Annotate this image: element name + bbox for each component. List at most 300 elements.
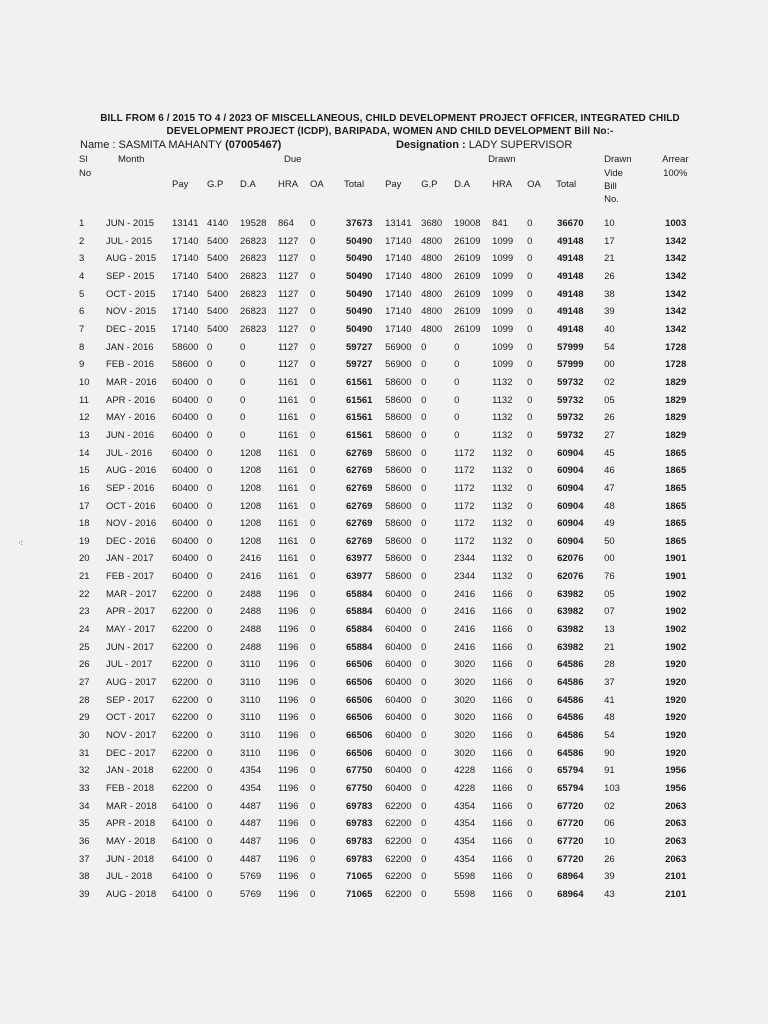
cell-due-pay: 64100: [172, 818, 199, 830]
cell-drawn-da: 0: [454, 341, 460, 353]
cell-sl: 5: [79, 288, 85, 300]
cell-bill-no: 39: [604, 871, 615, 883]
cell-due-total: 62769: [346, 482, 373, 494]
cell-arrear: 1901: [665, 553, 687, 565]
cell-due-gp: 0: [207, 341, 213, 353]
cell-due-total: 66506: [346, 730, 373, 742]
cell-drawn-pay: 60400: [385, 624, 412, 636]
table-row: [70, 798, 710, 816]
cell-bill-no: 00: [604, 553, 615, 565]
cell-bill-no: 90: [604, 747, 615, 759]
cell-arrear: 1956: [665, 765, 687, 777]
designation-label: Designation :: [396, 139, 466, 151]
cell-drawn-gp: 0: [421, 730, 427, 742]
cell-drawn-total: 62076: [557, 553, 584, 565]
cell-drawn-oa: 0: [527, 606, 533, 618]
cell-drawn-hra: 1166: [492, 888, 513, 900]
cell-drawn-pay: 58600: [385, 518, 412, 530]
cell-due-gp: 5400: [207, 306, 229, 318]
cell-drawn-da: 1172: [454, 482, 475, 494]
cell-sl: 11: [79, 394, 89, 406]
cell-drawn-da: 26109: [454, 288, 481, 300]
cell-drawn-gp: 0: [421, 535, 427, 547]
cell-bill-no: 49: [604, 518, 615, 530]
cell-due-da: 2488: [240, 624, 262, 636]
drawn-pay-header: Pay: [385, 179, 402, 190]
table-row: [70, 851, 710, 869]
cell-arrear: 1920: [665, 694, 687, 706]
cell-drawn-da: 0: [454, 394, 460, 406]
cell-drawn-gp: 0: [421, 359, 427, 371]
cell-drawn-da: 0: [454, 412, 460, 424]
cell-due-oa: 0: [310, 235, 316, 247]
cell-drawn-da: 0: [454, 376, 460, 388]
cell-drawn-pay: 62200: [385, 800, 412, 812]
cell-drawn-gp: 0: [421, 376, 427, 388]
cell-drawn-oa: 0: [527, 871, 533, 883]
cell-drawn-hra: 1166: [492, 641, 513, 653]
cell-drawn-hra: 1099: [492, 359, 514, 371]
cell-drawn-total: 67720: [557, 835, 584, 847]
cell-drawn-pay: 17140: [385, 253, 412, 265]
designation-value: LADY SUPERVISOR: [468, 139, 573, 151]
cell-due-total: 61561: [346, 394, 373, 406]
cell-due-da: 2488: [240, 588, 262, 600]
cell-due-pay: 60400: [172, 535, 199, 547]
cell-arrear: 1920: [665, 730, 687, 742]
cell-drawn-gp: 0: [421, 747, 427, 759]
cell-due-pay: 17140: [172, 306, 199, 318]
cell-due-da: 2488: [240, 606, 262, 618]
cell-drawn-da: 26109: [454, 235, 481, 247]
page-speck: ⁖: [18, 538, 24, 548]
cell-due-total: 67750: [346, 765, 373, 777]
table-row: [70, 233, 710, 251]
cell-due-oa: 0: [310, 835, 316, 847]
cell-due-hra: 1161: [278, 553, 299, 565]
cell-due-oa: 0: [310, 429, 316, 441]
cell-due-total: 50490: [346, 270, 373, 282]
cell-drawn-gp: 0: [421, 783, 427, 794]
cell-due-pay: 62200: [172, 624, 199, 636]
cell-due-hra: 1127: [278, 323, 299, 335]
cell-due-total: 65884: [346, 588, 373, 600]
cell-month: FEB - 2016: [106, 359, 155, 371]
cell-due-pay: 60400: [172, 465, 199, 477]
cell-month: AUG - 2018: [106, 888, 157, 900]
cell-drawn-oa: 0: [527, 518, 533, 530]
cell-drawn-oa: 0: [527, 747, 533, 759]
cell-due-oa: 0: [310, 677, 316, 689]
cell-drawn-oa: 0: [527, 323, 533, 335]
cell-due-hra: 1127: [278, 270, 299, 282]
cell-due-gp: 0: [207, 659, 213, 671]
cell-due-hra: 1127: [278, 235, 299, 247]
cell-due-oa: 0: [310, 765, 316, 777]
cell-drawn-da: 3020: [454, 730, 476, 742]
employee-designation: [396, 139, 572, 151]
month-header: Month: [118, 154, 145, 165]
cell-drawn-pay: 58600: [385, 412, 412, 424]
cell-drawn-total: 64586: [557, 659, 584, 671]
cell-bill-no: 41: [604, 694, 615, 706]
cell-drawn-total: 49148: [557, 270, 584, 282]
cell-drawn-total: 49148: [557, 323, 584, 335]
cell-due-da: 3110: [240, 659, 261, 671]
cell-drawn-pay: 58600: [385, 553, 412, 565]
cell-month: DEC - 2017: [106, 747, 156, 759]
cell-month: FEB - 2017: [106, 571, 155, 583]
header-row-2: [70, 167, 710, 215]
table-row: [70, 586, 710, 604]
cell-due-hra: 1161: [278, 571, 299, 583]
cell-drawn-hra: 1132: [492, 412, 513, 424]
table-row: [70, 409, 710, 427]
cell-drawn-pay: 62200: [385, 853, 412, 865]
cell-drawn-total: 63982: [557, 624, 584, 636]
cell-bill-no: 21: [604, 641, 615, 653]
cell-drawn-pay: 17140: [385, 323, 412, 335]
cell-arrear: 1003: [665, 218, 687, 229]
cell-due-hra: 1196: [278, 853, 299, 865]
cell-drawn-pay: 60400: [385, 588, 412, 600]
cell-due-gp: 5400: [207, 235, 229, 247]
cell-drawn-da: 4354: [454, 853, 476, 865]
cell-arrear: 1902: [665, 606, 687, 618]
cell-arrear: 1902: [665, 624, 687, 636]
cell-month: MAY - 2016: [106, 412, 156, 424]
table-row: [70, 639, 710, 657]
cell-arrear: 1865: [665, 518, 687, 530]
cell-bill-no: 02: [604, 376, 615, 388]
cell-due-gp: 0: [207, 783, 213, 794]
cell-due-hra: 1161: [278, 535, 299, 547]
cell-sl: 28: [79, 694, 90, 706]
cell-due-da: 5769: [240, 888, 262, 900]
cell-due-gp: 0: [207, 500, 213, 512]
cell-arrear: 2063: [665, 818, 687, 830]
cell-drawn-total: 64586: [557, 712, 584, 724]
cell-due-da: 3110: [240, 747, 261, 759]
cell-drawn-pay: 58600: [385, 482, 412, 494]
cell-drawn-pay: 62200: [385, 835, 412, 847]
cell-month: OCT - 2016: [106, 500, 156, 512]
cell-drawn-total: 49148: [557, 253, 584, 265]
cell-drawn-oa: 0: [527, 835, 533, 847]
cell-due-gp: 5400: [207, 288, 229, 300]
cell-drawn-hra: 1132: [492, 571, 513, 583]
cell-bill-no: 05: [604, 394, 615, 406]
cell-month: JUL - 2015: [106, 235, 153, 247]
cell-arrear: 1342: [665, 288, 687, 300]
cell-bill-no: 10: [604, 835, 615, 847]
cell-drawn-total: 49148: [557, 306, 584, 318]
cell-sl: 15: [79, 465, 90, 477]
cell-drawn-hra: 1166: [492, 783, 513, 794]
cell-due-gp: 0: [207, 412, 213, 424]
cell-due-total: 62769: [346, 500, 373, 512]
cell-due-pay: 60400: [172, 376, 199, 388]
cell-sl: 18: [79, 518, 90, 530]
cell-due-total: 63977: [346, 571, 373, 583]
cell-due-hra: 1196: [278, 765, 299, 777]
cell-drawn-hra: 1166: [492, 818, 513, 830]
table-row: [70, 833, 710, 851]
cell-drawn-da: 0: [454, 359, 460, 371]
cell-drawn-hra: 1132: [492, 447, 513, 459]
drawn-vide-header: [601, 167, 646, 215]
cell-due-da: 4354: [240, 783, 262, 794]
cell-bill-no: 38: [604, 288, 615, 300]
cell-month: AUG - 2017: [106, 677, 157, 689]
cell-drawn-gp: 0: [421, 553, 427, 565]
table-row: [70, 356, 710, 374]
table-row: [70, 780, 710, 798]
cell-sl: 12: [79, 412, 90, 424]
cell-drawn-gp: 0: [421, 341, 427, 353]
cell-due-da: 26823: [240, 323, 267, 335]
cell-due-da: 4487: [240, 818, 262, 830]
cell-month: MAY - 2017: [106, 624, 156, 636]
cell-drawn-da: 26109: [454, 306, 481, 318]
no-header: No: [79, 168, 92, 179]
cell-due-pay: 60400: [172, 412, 199, 424]
cell-due-total: 67750: [346, 783, 373, 794]
cell-due-gp: 0: [207, 535, 213, 547]
cell-drawn-gp: 0: [421, 871, 427, 883]
cell-due-oa: 0: [310, 871, 316, 883]
cell-due-total: 66506: [346, 712, 373, 724]
cell-due-da: 0: [240, 394, 246, 406]
cell-bill-no: 45: [604, 447, 615, 459]
cell-due-da: 5769: [240, 871, 262, 883]
cell-due-total: 66506: [346, 659, 373, 671]
cell-drawn-oa: 0: [527, 641, 533, 653]
cell-due-gp: 0: [207, 765, 213, 777]
cell-drawn-pay: 58600: [385, 447, 412, 459]
cell-drawn-hra: 1166: [492, 588, 513, 600]
cell-month: SEP - 2017: [106, 694, 155, 706]
cell-drawn-oa: 0: [527, 800, 533, 812]
cell-due-hra: 1196: [278, 871, 299, 883]
cell-due-total: 61561: [346, 429, 373, 441]
cell-due-hra: 1196: [278, 641, 299, 653]
cell-month: MAR - 2016: [106, 376, 157, 388]
cell-due-da: 3110: [240, 730, 261, 742]
cell-bill-no: 00: [604, 359, 615, 371]
cell-drawn-pay: 60400: [385, 783, 412, 794]
cell-due-pay: 62200: [172, 747, 199, 759]
cell-drawn-hra: 1166: [492, 694, 513, 706]
cell-drawn-gp: 3680: [421, 218, 443, 229]
cell-bill-no: 26: [604, 412, 615, 424]
cell-drawn-gp: 0: [421, 712, 427, 724]
employee-name-label: Name : SASMITA MAHANTY: [80, 139, 223, 151]
drawn-da-header: D.A: [454, 179, 470, 190]
cell-drawn-total: 57999: [557, 359, 584, 371]
cell-drawn-oa: 0: [527, 553, 533, 565]
cell-sl: 31: [79, 747, 90, 759]
table-row: [70, 286, 710, 304]
cell-due-pay: 60400: [172, 429, 199, 441]
cell-month: APR - 2018: [106, 818, 156, 830]
cell-sl: 39: [79, 888, 90, 900]
cell-drawn-gp: 4800: [421, 306, 443, 318]
cell-drawn-oa: 0: [527, 571, 533, 583]
cell-due-gp: 0: [207, 394, 213, 406]
cell-month: JUL - 2016: [106, 447, 153, 459]
table-row: [70, 674, 710, 692]
cell-due-pay: 60400: [172, 447, 199, 459]
cell-due-oa: 0: [310, 853, 316, 865]
cell-sl: 37: [79, 853, 90, 865]
cell-sl: 17: [79, 500, 90, 512]
cell-drawn-gp: 0: [421, 588, 427, 600]
cell-drawn-total: 63982: [557, 641, 584, 653]
cell-due-da: 0: [240, 412, 246, 424]
cell-due-hra: 1161: [278, 465, 299, 477]
cell-drawn-pay: 58600: [385, 429, 412, 441]
cell-arrear: 2063: [665, 835, 687, 847]
cell-drawn-gp: 4800: [421, 323, 443, 335]
table-row: [70, 498, 710, 516]
cell-due-total: 62769: [346, 535, 373, 547]
cell-drawn-oa: 0: [527, 218, 533, 229]
cell-due-hra: 1196: [278, 730, 299, 742]
cell-sl: 35: [79, 818, 90, 830]
cell-arrear: 1920: [665, 659, 687, 671]
cell-due-oa: 0: [310, 253, 316, 265]
cell-drawn-oa: 0: [527, 482, 533, 494]
cell-month: JUN - 2016: [106, 429, 155, 441]
cell-arrear: 1342: [665, 253, 687, 265]
cell-arrear: 1902: [665, 588, 687, 600]
due-hra-header: HRA: [278, 179, 299, 190]
cell-due-gp: 0: [207, 465, 213, 477]
cell-month: SEP - 2015: [106, 270, 155, 282]
cell-due-total: 50490: [346, 288, 373, 300]
bill-title-line-1: BILL FROM 6 / 2015 TO 4 / 2023 OF MISCELLANEOUS, CHILD DEVELOPMENT PROJECT OFFICER, INTEGRATED CHILD: [100, 113, 680, 124]
cell-drawn-gp: 4800: [421, 270, 443, 282]
cell-due-gp: 4140: [207, 218, 229, 229]
cell-due-hra: 1127: [278, 341, 299, 353]
cell-due-pay: 64100: [172, 835, 199, 847]
cell-due-oa: 0: [310, 730, 316, 742]
cell-due-pay: 60400: [172, 482, 199, 494]
cell-due-gp: 0: [207, 835, 213, 847]
cell-due-oa: 0: [310, 535, 316, 547]
cell-drawn-hra: 1166: [492, 871, 513, 883]
due-da-header: D.A: [240, 179, 256, 190]
cell-drawn-gp: 0: [421, 571, 427, 583]
cell-arrear: 1728: [665, 341, 687, 353]
cell-bill-no: 26: [604, 853, 615, 865]
cell-month: JUN - 2015: [106, 218, 155, 229]
sl-header: Sl: [79, 154, 88, 165]
table-row: [70, 656, 710, 674]
cell-due-oa: 0: [310, 659, 316, 671]
cell-due-gp: 0: [207, 571, 213, 583]
cell-drawn-da: 3020: [454, 677, 476, 689]
cell-bill-no: 43: [604, 888, 615, 900]
cell-drawn-pay: 17140: [385, 235, 412, 247]
cell-drawn-total: 60904: [557, 500, 584, 512]
cell-drawn-oa: 0: [527, 429, 533, 441]
cell-due-hra: 1161: [278, 429, 299, 441]
cell-due-oa: 0: [310, 288, 316, 300]
cell-due-oa: 0: [310, 465, 316, 477]
cell-sl: 3: [79, 253, 85, 265]
cell-due-pay: 13141: [172, 218, 199, 229]
cell-due-oa: 0: [310, 800, 316, 812]
cell-drawn-oa: 0: [527, 394, 533, 406]
cell-drawn-da: 1172: [454, 535, 475, 547]
cell-drawn-total: 57999: [557, 341, 584, 353]
cell-drawn-hra: 1166: [492, 712, 513, 724]
table-row: [70, 745, 710, 763]
cell-drawn-total: 60904: [557, 482, 584, 494]
cell-month: JAN - 2017: [106, 553, 154, 565]
cell-drawn-gp: 0: [421, 800, 427, 812]
cell-due-da: 1208: [240, 518, 262, 530]
cell-due-hra: 1161: [278, 394, 299, 406]
cell-drawn-total: 59732: [557, 376, 584, 388]
cell-due-hra: 864: [278, 218, 294, 229]
cell-due-total: 50490: [346, 306, 373, 318]
cell-due-gp: 0: [207, 588, 213, 600]
cell-due-oa: 0: [310, 306, 316, 318]
cell-due-gp: 0: [207, 888, 213, 900]
cell-due-oa: 0: [310, 270, 316, 282]
cell-due-oa: 0: [310, 712, 316, 724]
cell-due-da: 3110: [240, 694, 261, 706]
cell-drawn-da: 19008: [454, 218, 481, 229]
cell-drawn-oa: 0: [527, 588, 533, 600]
cell-sl: 16: [79, 482, 90, 494]
cell-bill-no: 06: [604, 818, 615, 830]
cell-bill-no: 10: [604, 218, 615, 229]
cell-due-total: 65884: [346, 641, 373, 653]
cell-due-oa: 0: [310, 218, 316, 229]
cell-sl: 14: [79, 447, 90, 459]
cell-bill-no: 103: [604, 783, 620, 794]
cell-due-gp: 0: [207, 712, 213, 724]
cell-arrear: 1920: [665, 712, 687, 724]
cell-due-oa: 0: [310, 394, 316, 406]
cell-due-total: 59727: [346, 359, 373, 371]
cell-drawn-da: 4354: [454, 835, 476, 847]
cell-due-total: 69783: [346, 818, 373, 830]
cell-month: MAR - 2018: [106, 800, 157, 812]
cell-drawn-hra: 1132: [492, 500, 513, 512]
table-row: [70, 250, 710, 268]
cell-drawn-hra: 1166: [492, 835, 513, 847]
cell-month: SEP - 2016: [106, 482, 155, 494]
cell-due-oa: 0: [310, 500, 316, 512]
cell-due-oa: 0: [310, 518, 316, 530]
cell-arrear: 1956: [665, 783, 687, 794]
cell-drawn-oa: 0: [527, 624, 533, 636]
cell-due-gp: 5400: [207, 253, 229, 265]
cell-due-hra: 1161: [278, 447, 299, 459]
cell-bill-no: 13: [604, 624, 615, 636]
cell-drawn-total: 68964: [557, 871, 584, 883]
cell-due-gp: 0: [207, 800, 213, 812]
cell-arrear: 1865: [665, 500, 687, 512]
cell-due-pay: 64100: [172, 800, 199, 812]
cell-sl: 38: [79, 871, 90, 883]
cell-drawn-hra: 1166: [492, 606, 513, 618]
